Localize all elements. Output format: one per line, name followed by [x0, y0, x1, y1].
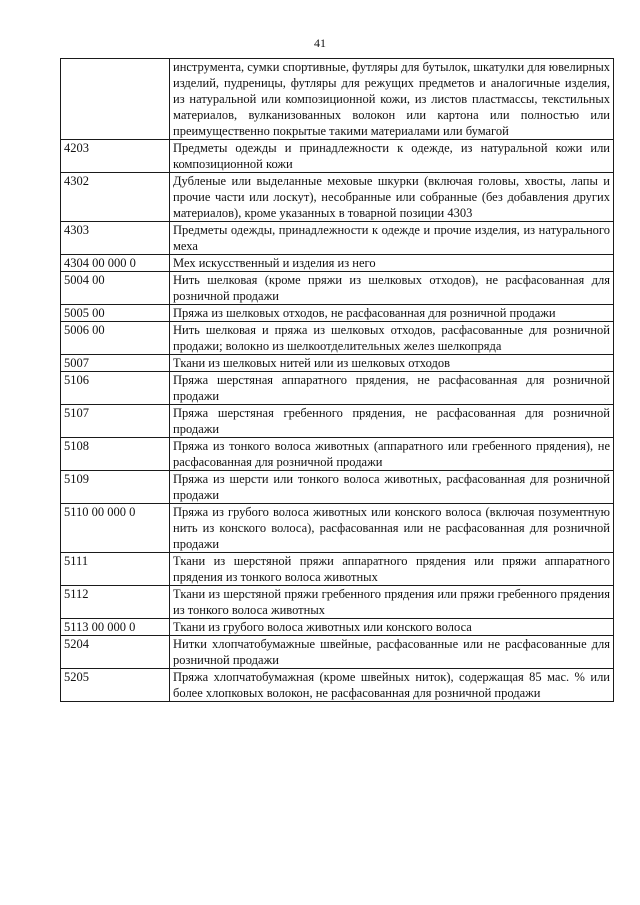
table-row: [61, 619, 614, 636]
description-cell: Пряжа шерстяная гребенного прядения, не расфасованная для розничной продажи: [170, 405, 614, 438]
code-cell: 4303: [61, 222, 170, 255]
code-cell: 4203: [61, 140, 170, 173]
code-cell: 5113 00 000 0: [61, 619, 170, 636]
table-row: [61, 669, 614, 702]
table-row: [61, 222, 614, 255]
table-body: [61, 59, 614, 702]
description-cell: Ткани из шелковых нитей или из шелковых отходов: [170, 355, 614, 372]
description-cell: Мех искусственный и изделия из него: [170, 255, 614, 272]
description-cell: Пряжа из тонкого волоса животных (аппаратного или гребенного прядения), не расфасованная для розничной продажи: [170, 438, 614, 471]
code-cell: 5109: [61, 471, 170, 504]
code-cell: 5004 00: [61, 272, 170, 305]
code-cell: 5110 00 000 0: [61, 504, 170, 553]
code-cell: 5112: [61, 586, 170, 619]
description-cell: Предметы одежды и принадлежности к одежде, из натуральной кожи или композиционной кожи: [170, 140, 614, 173]
code-cell: 4302: [61, 173, 170, 222]
description-cell: Дубленые или выделанные меховые шкурки (включая головы, хвосты, лапы и прочие части или лоскут), несобранные или собранные (без добавления других материалов), кроме указанных в товарной позиции 4303: [170, 173, 614, 222]
description-cell: Пряжа из шелковых отходов, не расфасованная для розничной продажи: [170, 305, 614, 322]
code-cell: 5111: [61, 553, 170, 586]
table-row: [61, 322, 614, 355]
table-row: [61, 405, 614, 438]
table-row: [61, 636, 614, 669]
table-row: [61, 255, 614, 272]
description-cell: Нить шелковая и пряжа из шелковых отходов, расфасованные для розничной продажи; волокно из шелкоотделительных желез шелкопряда: [170, 322, 614, 355]
description-cell: Пряжа из грубого волоса животных или конского волоса (включая позументную нить из конского волоса), расфасованная или не расфасованная для розничной продажи: [170, 504, 614, 553]
table-row: [61, 586, 614, 619]
description-cell: Нитки хлопчатобумажные швейные, расфасованные или не расфасованные для розничной продажи: [170, 636, 614, 669]
code-cell: 5204: [61, 636, 170, 669]
page-number: 41: [314, 36, 326, 50]
table-row: [61, 372, 614, 405]
tariff-code-table: [60, 58, 614, 702]
description-cell: инструмента, сумки спортивные, футляры для бутылок, шкатулки для ювелирных изделий, пудреницы, футляры для режущих предметов и аналогичные изделия, из натуральной или композиционной кожи, из листов пластмассы, текстильных материалов, вулканизованных волокон или картона или полностью или преимущественно покрытые такими материалами или бумагой: [170, 59, 614, 140]
table-row: [61, 471, 614, 504]
description-cell: Пряжа из шерсти или тонкого волоса животных, расфасованная для розничной продажи: [170, 471, 614, 504]
code-cell: 5108: [61, 438, 170, 471]
code-cell: 5006 00: [61, 322, 170, 355]
description-cell: Ткани из шерстяной пряжи аппаратного прядения или пряжи аппаратного прядения из тонкого волоса животных: [170, 553, 614, 586]
description-cell: Пряжа хлопчатобумажная (кроме швейных ниток), содержащая 85 мас. % или более хлопковых волокон, не расфасованная для розничной продажи: [170, 669, 614, 702]
code-cell: 5205: [61, 669, 170, 702]
code-cell: 4304 00 000 0: [61, 255, 170, 272]
table-row: [61, 305, 614, 322]
description-cell: Ткани из грубого волоса животных или конского волоса: [170, 619, 614, 636]
description-cell: Предметы одежды, принадлежности к одежде и прочие изделия, из натурального меха: [170, 222, 614, 255]
table-row: [61, 355, 614, 372]
table-row: [61, 59, 614, 140]
table-row: [61, 438, 614, 471]
table-row: [61, 140, 614, 173]
code-cell: 5005 00: [61, 305, 170, 322]
code-cell: 5007: [61, 355, 170, 372]
table-row: [61, 553, 614, 586]
code-cell: 5107: [61, 405, 170, 438]
code-cell: 5106: [61, 372, 170, 405]
code-cell: [61, 59, 170, 140]
description-cell: Ткани из шерстяной пряжи гребенного прядения или пряжи гребенного прядения из тонкого волоса животных: [170, 586, 614, 619]
description-cell: Пряжа шерстяная аппаратного прядения, не расфасованная для розничной продажи: [170, 372, 614, 405]
table-row: [61, 272, 614, 305]
table-row: [61, 504, 614, 553]
description-cell: Нить шелковая (кроме пряжи из шелковых отходов), не расфасованная для розничной продажи: [170, 272, 614, 305]
table-row: [61, 173, 614, 222]
